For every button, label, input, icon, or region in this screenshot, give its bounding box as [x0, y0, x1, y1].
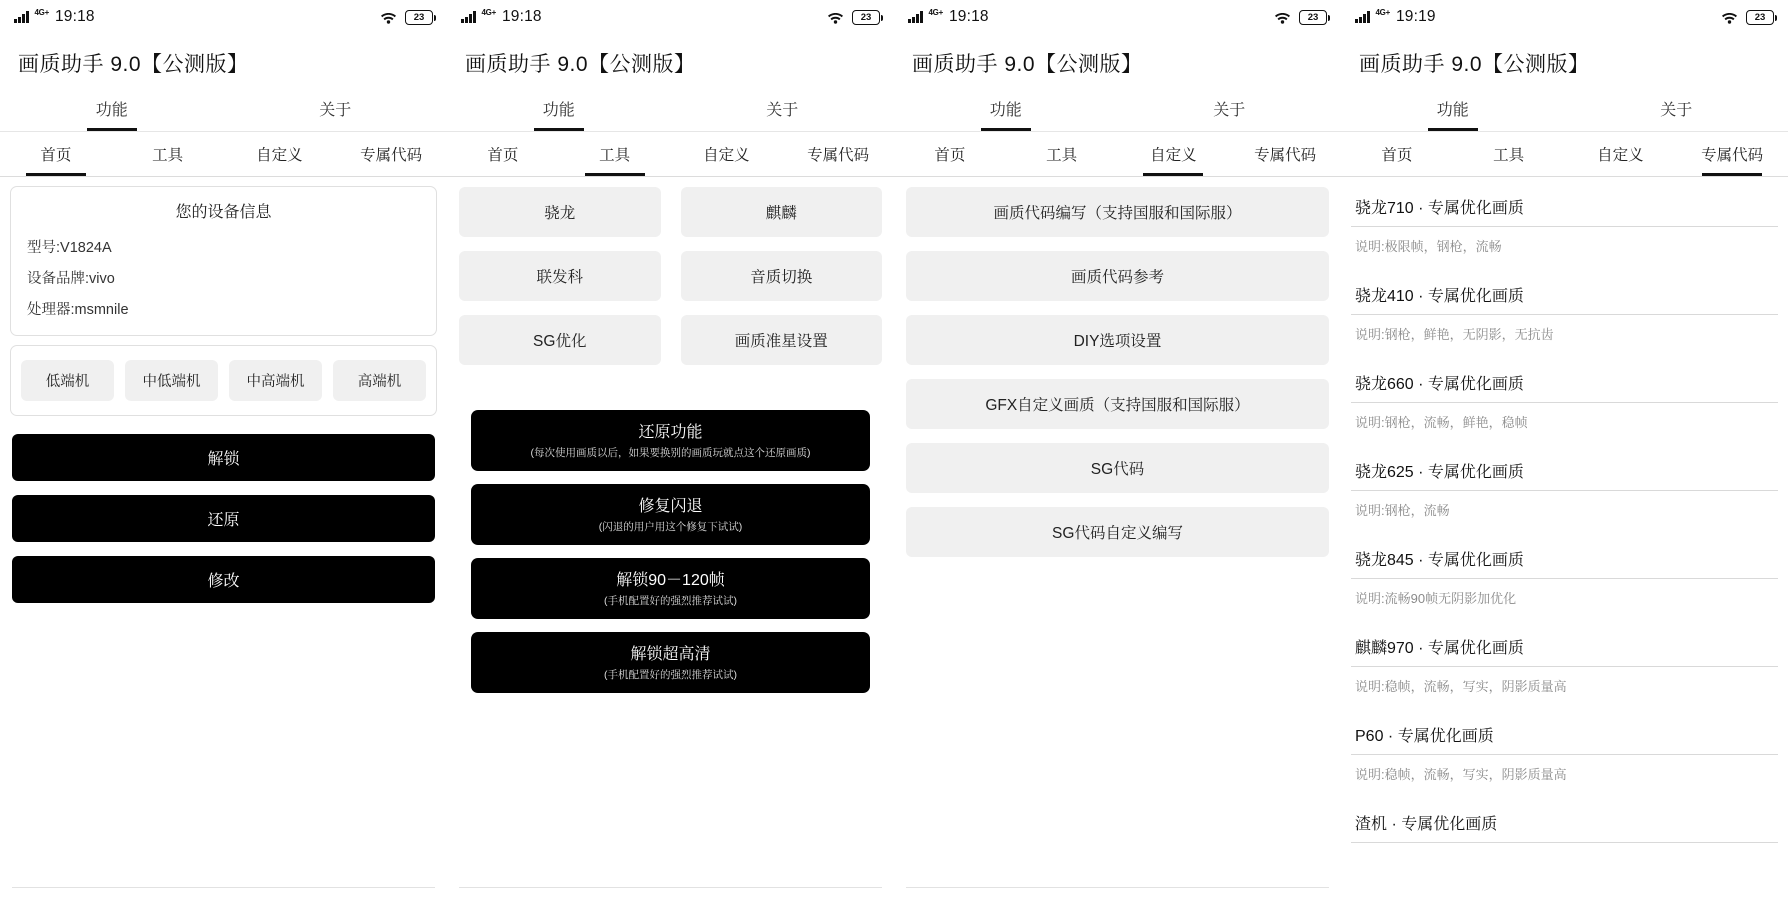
- subtab-exclusive-code[interactable]: 专属代码: [1676, 132, 1788, 176]
- subtab-tools[interactable]: 工具: [559, 132, 671, 176]
- primary-tabs: [0, 86, 447, 132]
- list-item-title: 骁龙660 · 专属优化画质: [1351, 361, 1778, 403]
- secondary-tabs: [0, 132, 447, 177]
- battery-icon: 23: [1746, 10, 1774, 25]
- bottom-divider: [459, 887, 882, 888]
- network-type-label: 4G+: [481, 8, 496, 17]
- subtab-exclusive-code[interactable]: 专属代码: [807, 147, 870, 164]
- restore-function-sub: (每次使用画质以后，如果要换别的画质玩就点这个还原画质): [530, 447, 811, 459]
- tier-mid-low[interactable]: 中低端机: [125, 360, 218, 401]
- diy-options-button[interactable]: DIY选项设置: [906, 315, 1329, 365]
- subtab-tools[interactable]: 工具: [152, 147, 184, 164]
- list-item[interactable]: [1351, 185, 1778, 267]
- subtab-home[interactable]: 首页: [0, 132, 112, 176]
- device-brand: 设备品牌:vivo: [27, 271, 115, 287]
- tool-crosshair-settings[interactable]: 画质准星设置: [681, 315, 883, 365]
- subtab-home[interactable]: 首页: [1381, 147, 1413, 164]
- primary-tabs: [1341, 86, 1788, 132]
- tab-about[interactable]: 关于: [1660, 102, 1693, 119]
- custom-content: [894, 187, 1341, 557]
- network-type-label: 4G+: [928, 8, 943, 17]
- subtab-tools[interactable]: 工具: [1493, 147, 1525, 164]
- tab-about[interactable]: 关于: [319, 102, 352, 119]
- device-info-card: [10, 186, 437, 336]
- status-bar: [447, 0, 894, 34]
- screen-custom: [894, 0, 1341, 900]
- unlock-button[interactable]: 解锁: [12, 434, 435, 481]
- tool-snapdragon[interactable]: 骁龙: [459, 187, 661, 237]
- tools-grid: [459, 187, 882, 365]
- battery-icon: 23: [852, 10, 880, 25]
- gfx-custom-button[interactable]: GFX自定义画质（支持国服和国际服）: [906, 379, 1329, 429]
- tier-mid-high[interactable]: 中高端机: [229, 360, 322, 401]
- status-left: [908, 8, 989, 26]
- subtab-custom[interactable]: 自定义: [256, 147, 303, 164]
- page-title: 画质助手 9.0【公测版】: [18, 53, 249, 76]
- sg-code-custom-button[interactable]: SG代码自定义编写: [906, 507, 1329, 557]
- home-content: [0, 186, 447, 603]
- code-reference-button[interactable]: 画质代码参考: [906, 251, 1329, 301]
- status-bar: [0, 0, 447, 34]
- list-item-desc: 说明:稳帧，流畅，写实，阴影质量高: [1355, 679, 1567, 694]
- tab-function[interactable]: 功能: [1341, 86, 1565, 131]
- code-editor-button[interactable]: 画质代码编写（支持国服和国际服）: [906, 187, 1329, 237]
- list-item[interactable]: [1351, 713, 1778, 795]
- status-bar: [1341, 0, 1788, 34]
- device-tier-card: [10, 345, 437, 416]
- secondary-tabs: [1341, 132, 1788, 177]
- tools-content: [447, 187, 894, 693]
- status-right: [380, 10, 433, 25]
- signal-bars-icon: [1355, 11, 1370, 23]
- status-left: [14, 8, 95, 26]
- list-item[interactable]: [1351, 801, 1778, 843]
- tab-function[interactable]: 功能: [894, 86, 1118, 131]
- status-left: [1355, 8, 1436, 26]
- tab-function[interactable]: 功能: [0, 86, 224, 131]
- page-title: 画质助手 9.0【公测版】: [1359, 53, 1590, 76]
- list-item-title: P60 · 专属优化画质: [1351, 713, 1778, 755]
- exclusive-code-list: [1341, 177, 1788, 843]
- subtab-custom[interactable]: 自定义: [1597, 147, 1644, 164]
- primary-tabs: [894, 86, 1341, 132]
- bottom-divider: [906, 887, 1329, 888]
- subtab-custom[interactable]: 自定义: [1118, 132, 1230, 176]
- signal-bars-icon: [461, 11, 476, 23]
- screen-tools: [447, 0, 894, 900]
- bottom-divider: [12, 887, 435, 888]
- device-cpu: 处理器:msmnile: [27, 302, 129, 318]
- subtab-home[interactable]: 首页: [934, 147, 966, 164]
- unlock-uhd-button[interactable]: [471, 632, 870, 693]
- modify-button[interactable]: 修改: [12, 556, 435, 603]
- list-item-desc: 说明:钢枪，流畅: [1355, 503, 1450, 518]
- custom-list: [906, 187, 1329, 557]
- unlock-uhd-sub: (手机配置好的强烈推荐试试): [604, 669, 737, 681]
- fix-crash-label: 修复闪退: [638, 498, 703, 515]
- wifi-icon: [827, 11, 844, 24]
- list-item-title: 骁龙845 · 专属优化画质: [1351, 537, 1778, 579]
- signal-bars-icon: [908, 11, 923, 23]
- tools-action-list: [471, 410, 870, 693]
- list-item-title: 骁龙410 · 专属优化画质: [1351, 273, 1778, 315]
- restore-button[interactable]: 还原: [12, 495, 435, 542]
- wifi-icon: [380, 11, 397, 24]
- wifi-icon: [1721, 11, 1738, 24]
- list-item-title: 骁龙710 · 专属优化画质: [1351, 185, 1778, 227]
- status-left: [461, 8, 542, 26]
- list-item-title: 骁龙625 · 专属优化画质: [1351, 449, 1778, 491]
- tab-function[interactable]: 功能: [447, 86, 671, 131]
- subtab-home[interactable]: 首页: [487, 147, 519, 164]
- page-title: 画质助手 9.0【公测版】: [465, 53, 696, 76]
- tier-low[interactable]: 低端机: [21, 360, 114, 401]
- status-time: 19:18: [501, 8, 542, 25]
- signal-bars-icon: [14, 11, 29, 23]
- list-item[interactable]: [1351, 449, 1778, 531]
- battery-icon: 23: [405, 10, 433, 25]
- subtab-custom[interactable]: 自定义: [703, 147, 750, 164]
- primary-tabs: [447, 86, 894, 132]
- subtab-tools[interactable]: 工具: [1046, 147, 1078, 164]
- unlock-fps-button[interactable]: [471, 558, 870, 619]
- subtab-exclusive-code[interactable]: 专属代码: [1254, 147, 1317, 164]
- list-item-desc: 说明:钢枪，鲜艳，无阴影，无抗齿: [1355, 327, 1554, 342]
- list-item-desc: 说明:流畅90帧无阴影加优化: [1355, 591, 1517, 606]
- status-bar: [894, 0, 1341, 34]
- device-model: 型号:V1824A: [27, 240, 112, 256]
- status-right: [827, 10, 880, 25]
- secondary-tabs: [894, 132, 1341, 177]
- tab-about[interactable]: 关于: [1213, 102, 1246, 119]
- status-right: [1721, 10, 1774, 25]
- list-item-title: 麒麟970 · 专属优化画质: [1351, 625, 1778, 667]
- restore-function-label: 还原功能: [638, 424, 703, 441]
- device-info-title: 您的设备信息: [175, 204, 272, 221]
- tier-high[interactable]: 高端机: [333, 360, 426, 401]
- network-type-label: 4G+: [34, 8, 49, 17]
- fix-crash-button[interactable]: [471, 484, 870, 545]
- tool-audio-switch[interactable]: 音质切换: [681, 251, 883, 301]
- subtab-exclusive-code[interactable]: 专属代码: [360, 147, 423, 164]
- status-time: 19:18: [948, 8, 989, 25]
- unlock-uhd-label: 解锁超高清: [630, 646, 711, 663]
- list-item[interactable]: [1351, 625, 1778, 707]
- wifi-icon: [1274, 11, 1291, 24]
- tool-mediatek[interactable]: 联发科: [459, 251, 661, 301]
- fix-crash-sub: (闪退的用户用这个修复下试试): [598, 521, 743, 533]
- tool-kirin[interactable]: 麒麟: [681, 187, 883, 237]
- network-type-label: 4G+: [1375, 8, 1390, 17]
- page-title: 画质助手 9.0【公测版】: [912, 53, 1143, 76]
- tool-sg-optimize[interactable]: SG优化: [459, 315, 661, 365]
- restore-function-button[interactable]: [471, 410, 870, 471]
- secondary-tabs: [447, 132, 894, 177]
- unlock-fps-label: 解锁90－120帧: [616, 572, 725, 589]
- screen-exclusive-code: [1341, 0, 1788, 900]
- unlock-fps-sub: (手机配置好的强烈推荐试试): [604, 595, 737, 607]
- tab-about[interactable]: 关于: [766, 102, 799, 119]
- battery-icon: 23: [1299, 10, 1327, 25]
- home-action-list: [12, 434, 435, 603]
- status-time: 19:19: [1395, 8, 1436, 25]
- list-item[interactable]: [1351, 361, 1778, 443]
- screen-home: [0, 0, 447, 900]
- status-right: [1274, 10, 1327, 25]
- list-item-desc: 说明:稳帧，流畅，写实，阴影质量高: [1355, 767, 1567, 782]
- list-item[interactable]: [1351, 273, 1778, 355]
- list-item-desc: 说明:极限帧，钢枪，流畅: [1355, 239, 1502, 254]
- status-time: 19:18: [54, 8, 95, 25]
- sg-code-button[interactable]: SG代码: [906, 443, 1329, 493]
- list-item[interactable]: [1351, 537, 1778, 619]
- list-item-title: 渣机 · 专属优化画质: [1351, 801, 1778, 843]
- list-item-desc: 说明:钢枪，流畅，鲜艳，稳帧: [1355, 415, 1528, 430]
